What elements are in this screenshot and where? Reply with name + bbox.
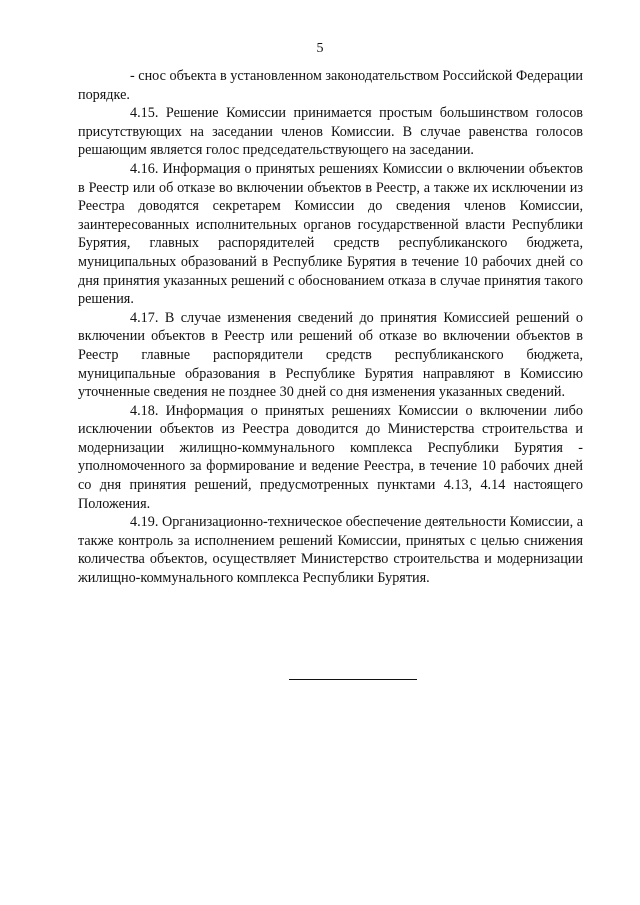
paragraph-4-18: 4.18. Информация о принятых решениях Комиссии о включении либо исключении объектов из Реестра доводится до Министерства строительства и модернизации жилищно-коммунального комплекса Республики Бурятия - уполномоченного за формирование и ведение Реестра, в течение 10 рабочих дней со дня принятия решений, предусмотренных пунктами 4.13, 4.14 настоящего Положения. xyxy=(78,402,583,512)
end-of-document-line xyxy=(289,679,417,680)
paragraph-4-17: 4.17. В случае изменения сведений до принятия Комиссией решений о включении объектов в Реестр или решений об отказе во включении объектов в Реестр главные распорядители средств республиканского бюджета, муниципальные образования в Республике Бурятия направляют в Комиссию уточненные сведения не позднее 30 дней со дня изменения указанных сведений. xyxy=(78,309,583,401)
paragraph-4-15: 4.15. Решение Комиссии принимается простым большинством голосов присутствующих на заседании членов Комиссии. В случае равенства голосов решающим является голос председательствующего на заседании. xyxy=(78,105,583,159)
paragraph-demolition-item: - снос объекта в установленном законодательством Российской Федерации порядке. xyxy=(78,68,583,103)
paragraph-4-16: 4.16. Информация о принятых решениях Комиссии о включении объектов в Реестр или об отказе во включении объектов в Реестр, а также их исключении из Реестра доводятся секретарем Комиссии до сведения членов Комиссии, заинтересованных исполнительных органов государственной власти Республики Бурятия, главных распорядителей средств республиканского бюджета, муниципальных образований в Республике Бурятия в течение 10 рабочих дней со дня принятия указанных решений с обоснованием отказа в случае принятия такого решения. xyxy=(78,160,583,308)
paragraph-4-19: 4.19. Организационно-техническое обеспечение деятельности Комиссии, а также контроль за исполнением решений Комиссии, принятых с целью снижения количества объектов, осуществляет Министерство строительства и модернизации жилищно-коммунального комплекса Республики Бурятия. xyxy=(78,514,583,587)
document-body xyxy=(78,67,583,588)
page-number: 5 xyxy=(316,41,324,56)
